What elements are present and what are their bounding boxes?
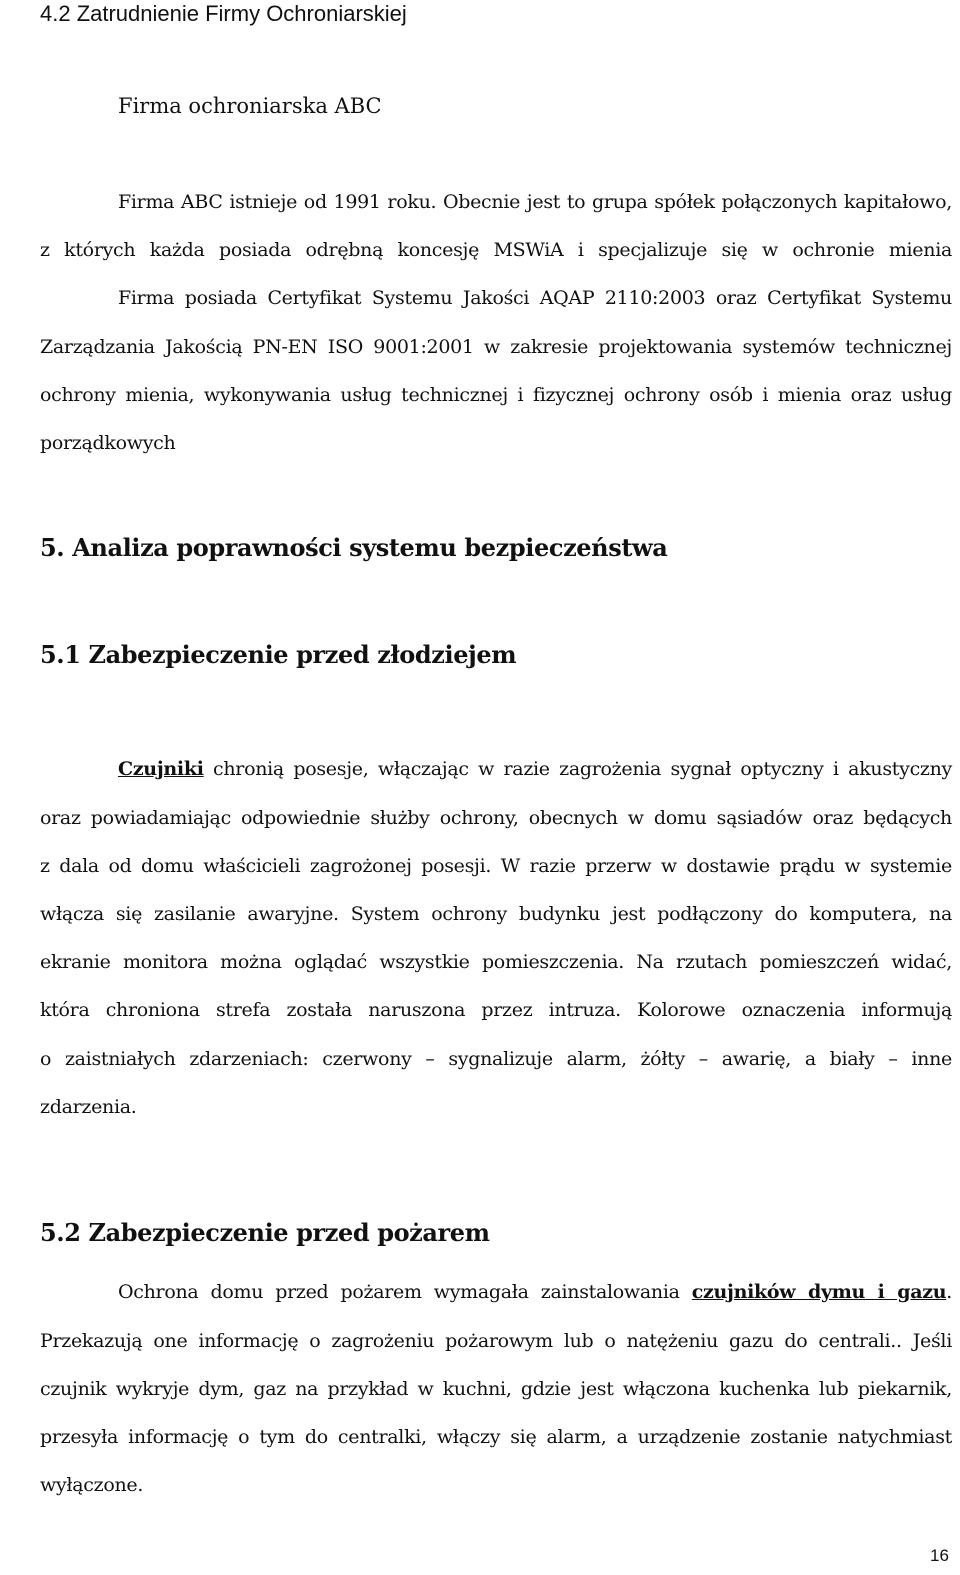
emphasis-czujniki: Czujniki	[118, 758, 204, 780]
paragraph-first-line	[118, 1280, 952, 1304]
first-line-rest: chronią posesje, włączając w razie zagrożenia sygnał optyczny i akustyczny	[203, 758, 952, 780]
emphasis-czujniki-dymu: czujników dymu i gazu	[691, 1281, 947, 1303]
heading-5-2: 5.2 Zabezpieczenie przed pożarem	[40, 1218, 490, 1247]
first-line-end: .	[946, 1281, 952, 1303]
paragraph-line: o zaistniałych zdarzeniach: czerwony – sygnalizuje alarm, żółty – awarię, a biały – inne	[40, 1048, 952, 1070]
paragraph-line: Firma ABC istnieje od 1991 roku. Obecnie jest to grupa spółek połączonych kapitałowo,	[118, 191, 952, 213]
paragraph-line: wyłączone.	[40, 1474, 144, 1496]
paragraph-line: z dala od domu właścicieli zagrożonej posesji. W razie przerw w dostawie prądu w systemie	[40, 855, 952, 877]
heading-5-1: 5.1 Zabezpieczenie przed złodziejem	[40, 640, 517, 669]
paragraph-line: zdarzenia.	[40, 1096, 137, 1118]
paragraph-line: przesyła informację o tym do centralki, włączy się alarm, a urządzenie zostanie natychmiast	[40, 1426, 952, 1448]
paragraph-first-line	[118, 757, 952, 781]
paragraph-line: Przekazują one informację o zagrożeniu pożarowym lub o natężeniu gazu do centrali.. Jeśli	[40, 1330, 952, 1352]
paragraph-line: Firma posiada Certyfikat Systemu Jakości AQAP 2110:2003 oraz Certyfikat Systemu	[118, 287, 952, 309]
paragraph-line: Zarządzania Jakością PN-EN ISO 9001:2001 w zakresie projektowania systemów technicznej	[40, 336, 952, 358]
paragraph-line: włącza się zasilanie awaryjne. System ochrony budynku jest podłączony do komputera, na	[40, 903, 952, 925]
first-line-start: Ochrona domu przed pożarem wymagała zainstalowania	[118, 1281, 692, 1303]
heading-5: 5. Analiza poprawności systemu bezpieczeństwa	[40, 533, 668, 562]
paragraph-line: czujnik wykryje dym, gaz na przykład w kuchni, gdzie jest włączona kuchenka lub piekarnik,	[40, 1378, 952, 1400]
paragraph-line: porządkowych	[40, 432, 176, 454]
subheading-firm: Firma ochroniarska ABC	[118, 94, 382, 118]
paragraph-line: oraz powiadamiając odpowiednie służby ochrony, obecnych w domu sąsiadów oraz będących	[40, 807, 952, 829]
heading-4-2: 4.2 Zatrudnienie Firmy Ochroniarskiej	[40, 1, 407, 26]
paragraph-line: która chroniona strefa została naruszona przez intruza. Kolorowe oznaczenia informują	[40, 999, 952, 1021]
page-number: 16	[930, 1546, 949, 1565]
paragraph-line: ochrony mienia, wykonywania usług technicznej i fizycznej ochrony osób i mienia oraz usług	[40, 384, 952, 406]
paragraph-line: z których każda posiada odrębną koncesję MSWiA i specjalizuje się w ochronie mienia	[40, 239, 952, 261]
paragraph-line: ekranie monitora można oglądać wszystkie pomieszczenia. Na rzutach pomieszczeń widać,	[40, 951, 952, 973]
